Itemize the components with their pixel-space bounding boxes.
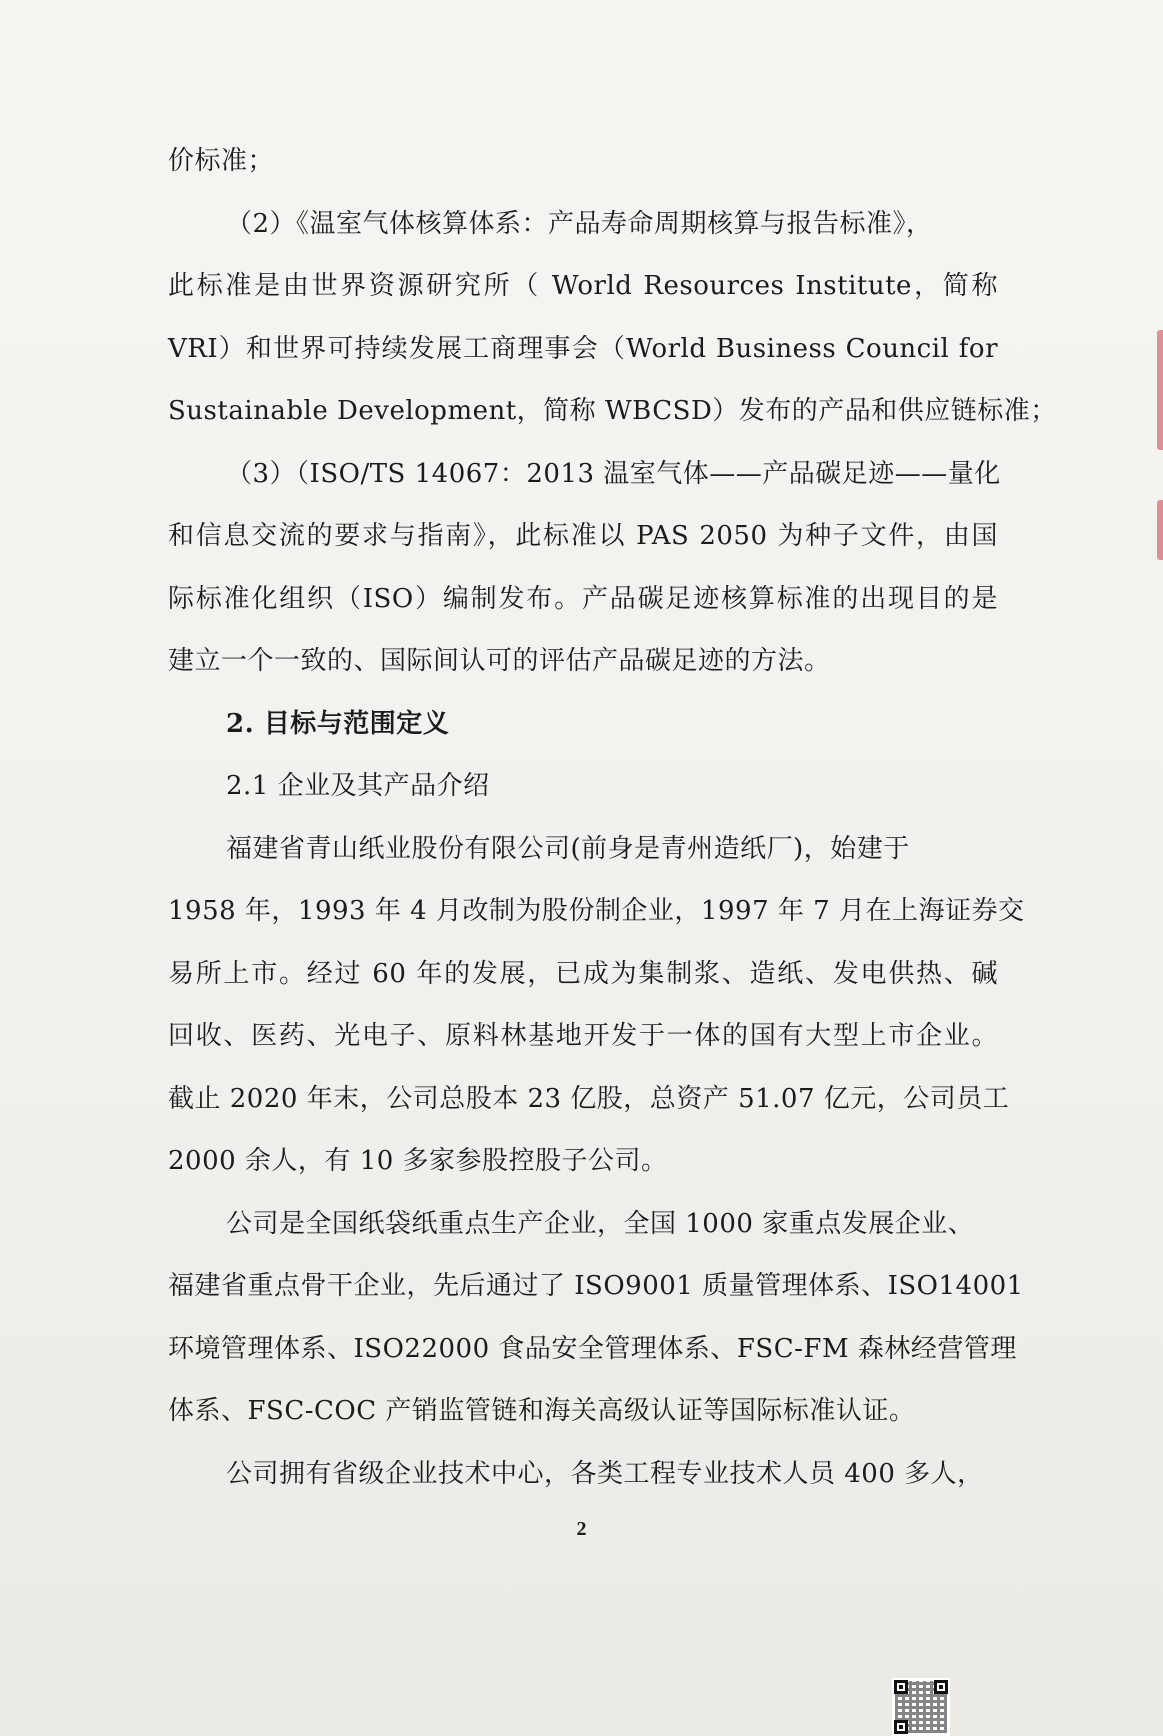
- text-line: 此标准是由世界资源研究所（ World Resources Institute，简称: [168, 271, 998, 301]
- text-line: 福建省重点骨干企业，先后通过了 ISO9001 质量管理体系、ISO14001: [168, 1271, 1024, 1301]
- qr-finder-top-right: [934, 1680, 948, 1694]
- text-line: 公司拥有省级企业技术中心，各类工程专业技术人员 400 多人，: [226, 1458, 984, 1489]
- text-line: 回收、医药、光电子、原料林基地开发于一体的国有大型上市企业。: [168, 1021, 998, 1051]
- text-line: 公司是全国纸袋纸重点生产企业，全国 1000 家重点发展企业、: [226, 1208, 975, 1239]
- text-line: 际标准化组织（ISO）编制发布。产品碳足迹核算标准的出现目的是: [168, 583, 998, 614]
- qr-finder-bottom-left: [894, 1720, 908, 1734]
- text-line: 截止 2020 年末，公司总股本 23 亿股，总资产 51.07 亿元，公司员工: [168, 1083, 1010, 1114]
- text-line: 体系、FSC-COC 产销监管链和海关高级认证等国际标准认证。: [168, 1396, 916, 1426]
- subsection-heading: 2.1 企业及其产品介绍: [226, 771, 490, 801]
- text-line: 环境管理体系、ISO22000 食品安全管理体系、FSC-FM 森林经营管理: [168, 1333, 1017, 1364]
- text-line: 福建省青山纸业股份有限公司(前身是青州造纸厂)，始建于: [226, 833, 910, 864]
- text-line: 和信息交流的要求与指南》，此标准以 PAS 2050 为种子文件，由国: [168, 521, 998, 551]
- body-text: [168, 130, 1057, 1505]
- seal-edge-mark-bottom: [1157, 500, 1163, 560]
- text-line: 1958 年，1993 年 4 月改制为股份制企业，1997 年 7 月在上海证券交: [168, 896, 1025, 926]
- text-line: Sustainable Development，简称 WBCSD）发布的产品和供应链标准；: [168, 396, 1057, 426]
- text-line: 建立一个一致的、国际间认可的评估产品碳足迹的方法。: [168, 646, 831, 676]
- qr-finder-top-left: [894, 1680, 908, 1694]
- text-line: 易所上市。经过 60 年的发展，已成为集制浆、造纸、发电供热、碱: [168, 958, 998, 989]
- seal-edge-mark-top: [1157, 330, 1163, 450]
- text-line: （3）（ISO/TS 14067：2013 温室气体——产品碳足迹——量化: [226, 458, 1001, 489]
- page-number: 2: [576, 1518, 587, 1540]
- text-line: 2000 余人，有 10 多家参股控股子公司。: [168, 1146, 668, 1176]
- text-line: 价标准；: [168, 146, 275, 176]
- section-heading: 2. 目标与范围定义: [226, 708, 450, 739]
- text-line: VRI）和世界可持续发展工商理事会（World Business Council for: [168, 333, 998, 364]
- qr-code-icon: [892, 1678, 950, 1736]
- text-line: （2）《温室气体核算体系：产品寿命周期核算与报告标准》，: [226, 208, 933, 239]
